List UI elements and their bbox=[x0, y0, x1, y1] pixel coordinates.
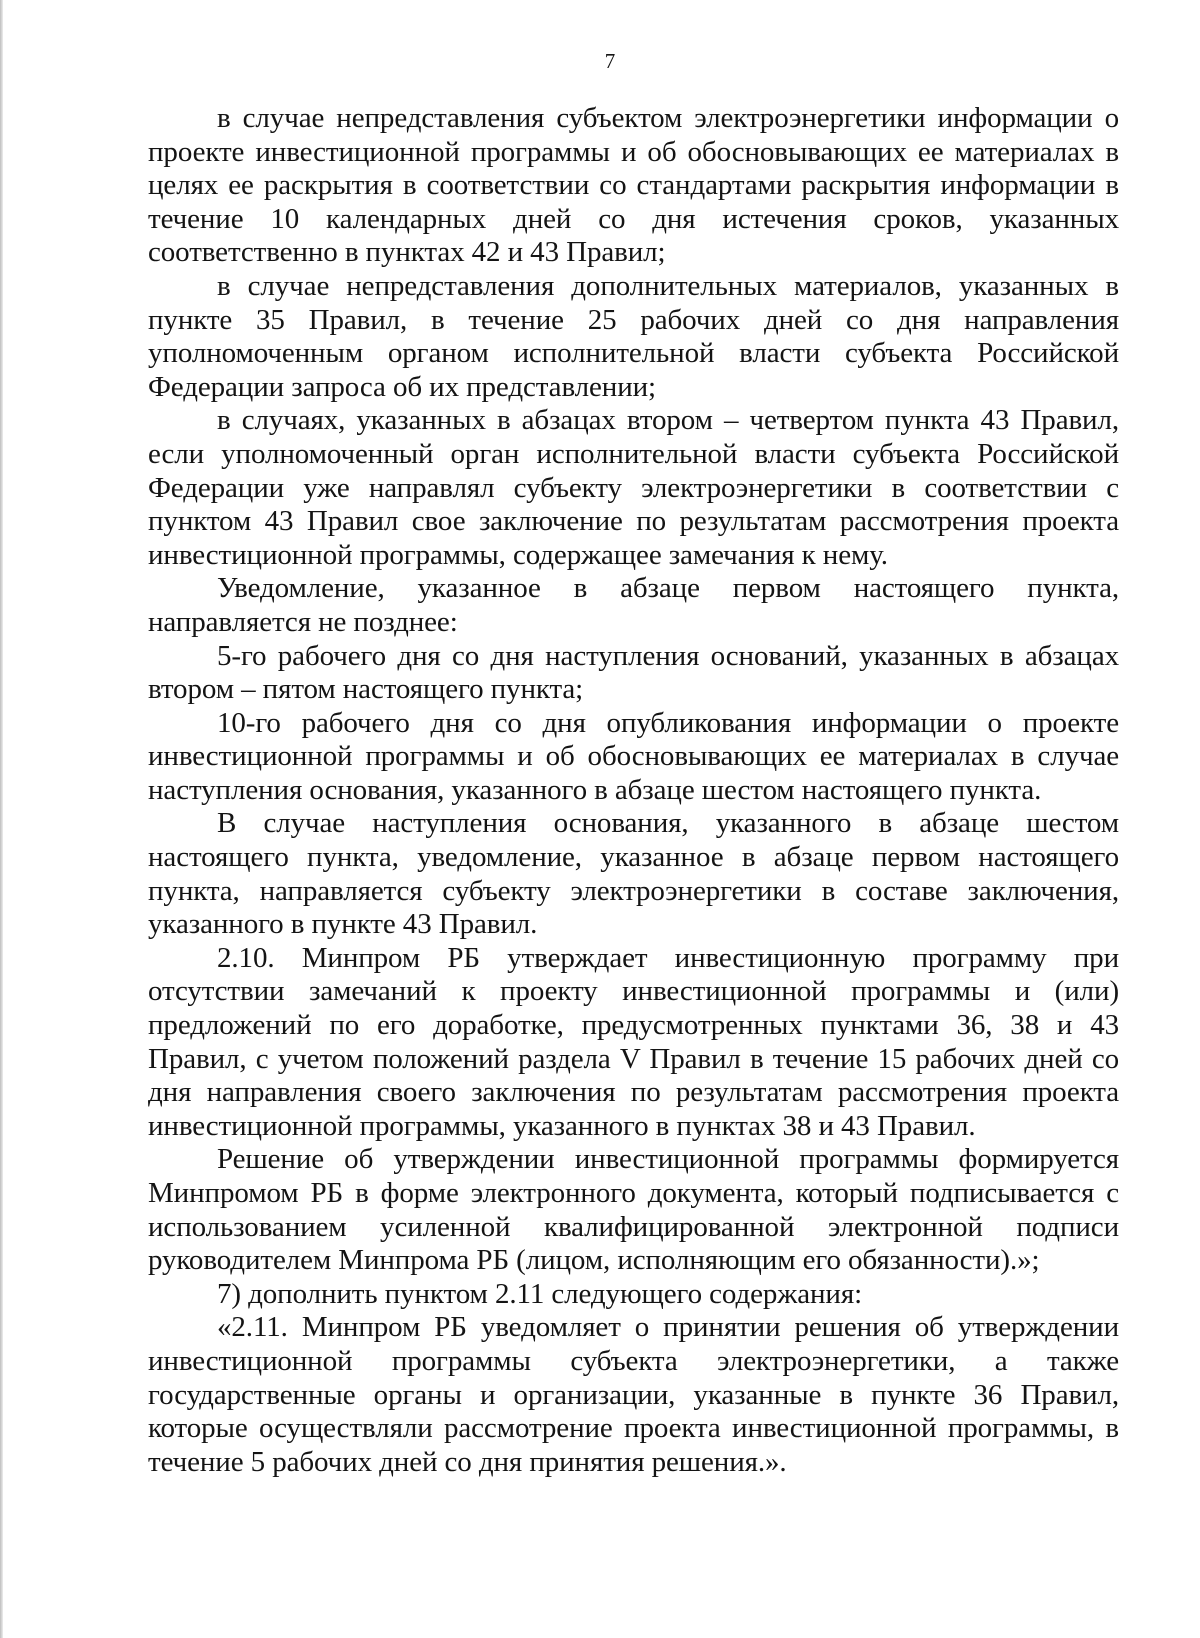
paragraph-sixth-basis: В случае наступления основания, указанного в абзаце шестом настоящего пункта, уведомление, указанное в абзаце первом настоящего пункта, направляется субъекту электроэнергетики в составе заключения, указанного в пункте 43 Правил. bbox=[148, 807, 1119, 941]
scan-edge bbox=[0, 0, 3, 1638]
paragraph-approval-decision: Решение об утверждении инвестиционной программы формируется Минпромом РБ в форме электронного документа, который подписывается с использованием усиленной квалифицированной электронной подписи руководителем Минпрома РБ (лицом, исполняющим его обязанности).»; bbox=[148, 1143, 1119, 1277]
paragraph-2-11: «2.11. Минпром РБ уведомляет о принятии решения об утверждении инвестиционной программы субъекта электроэнергетики, а также государственные органы и организации, указанные в пункте 36 Правил, которые осуществляли рассмотрение проекта инвестиционной программы, в течение 5 рабочих дней со дня принятия решения.». bbox=[148, 1311, 1119, 1478]
paragraph-10th-working-day: 10-го рабочего дня со дня опубликования информации о проекте инвестиционной программы и об обосновывающих ее материалах в случае наступления основания, указанного в абзаце шестом настоящего пункта. bbox=[148, 706, 1119, 806]
paragraph-nondisclosure: в случае непредставления субъектом электроэнергетики информации о проекте инвестиционной программы и об обосновывающих ее материалах в целях ее раскрытия в соответствии со стандартами раскрытия информации в течение 10 календарных дней со дня истечения сроков, указанных соответственно в пунктах 42 и 43 Правил; bbox=[148, 102, 1119, 269]
paragraph-cases-point-43: в случаях, указанных в абзацах втором – четвертом пункта 43 Правил, если уполномоченный орган исполнительной власти субъекта Российской Федерации уже направлял субъекту электроэнергетики в соответствии с пунктом 43 Правил свое заключение по результатам рассмотрения проекта инвестиционной программы, содержащее замечания к нему. bbox=[148, 404, 1119, 571]
paragraph-additional-materials: в случае непредставления дополнительных материалов, указанных в пункте 35 Правил, в течение 25 рабочих дней со дня направления уполномоченным органом исполнительной власти субъекта Российской Федерации запроса об их представлении; bbox=[148, 269, 1119, 403]
paragraph-item-7: 7) дополнить пунктом 2.11 следующего содержания: bbox=[217, 1277, 863, 1310]
page-number: 7 bbox=[604, 49, 616, 73]
paragraph-2-10: 2.10. Минпром РБ утверждает инвестиционную программу при отсутствии замечаний к проекту инвестиционной программы и (или) предложений по его доработке, предусмотренных пунктами 36, 38 и 43 Правил, с учетом положений раздела V Правил в течение 15 рабочих дней со дня направления своего заключения по результатам рассмотрения проекта инвестиционной программы, указанного в пунктах 38 и 43 Правил. bbox=[148, 941, 1119, 1142]
paragraph-5th-working-day: 5-го рабочего дня со дня наступления оснований, указанных в абзацах втором – пятом настоящего пункта; bbox=[148, 639, 1119, 706]
document-body bbox=[148, 102, 1119, 1479]
paragraph-notification-deadline: Уведомление, указанное в абзаце первом настоящего пункта, направляется не позднее: bbox=[148, 572, 1119, 638]
